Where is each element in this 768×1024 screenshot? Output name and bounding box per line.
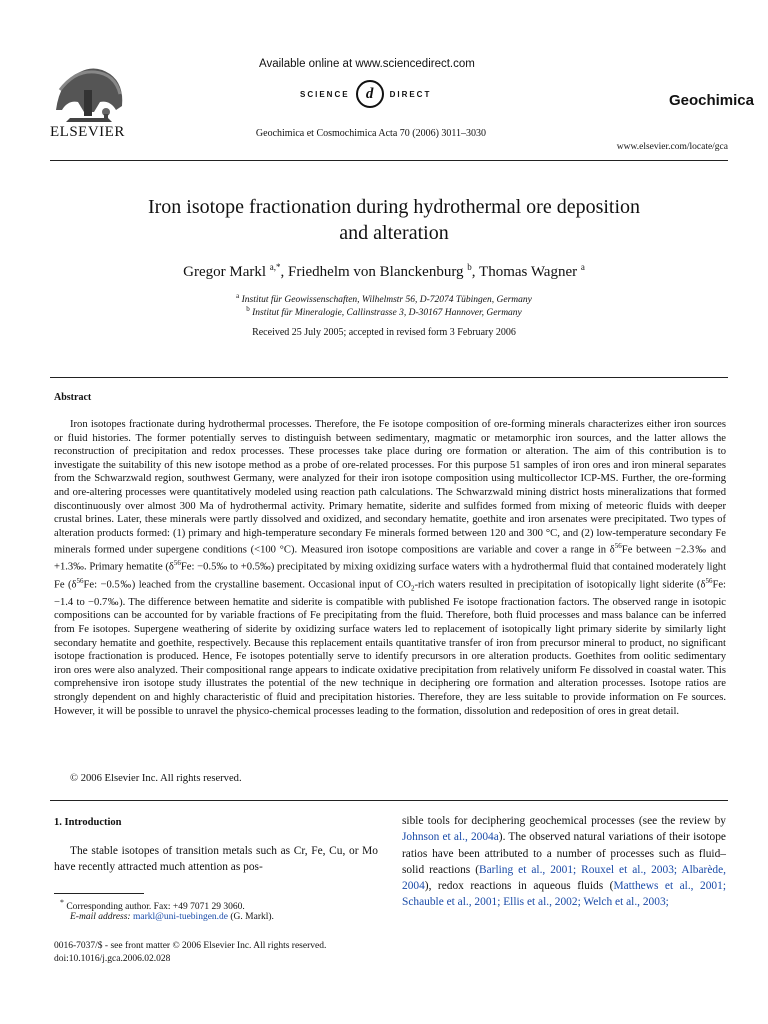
brand-right: DIRECT xyxy=(389,89,432,99)
abstract-part: Fe: −1.4 to −0.7‰). The difference between hematite and siderite is compatible with published Fe isotope fractionation factors. The observed range in isotopic compositions can be accounted for by variable fractions of Fe precipitating from the fluid. Therefore, both fluid processes and mass balance can be inferred from Fe isotopes. Supergene weathering of siderite by oxidizing surface waters led to replacement of isotopically light primary siderite by similarly light secondary hematite and goethite, respectively. Because this replacement entails quantitative transfer of iron from precursor mineral to product, no significant isotope fractionation is produced. Hence, Fe isotopes potentially serve to identify precursors in ore alteration products. Goethites from oolitic sedimentary iron ores were also analyzed. Their compositional range appears to indicate oxidative precipitation from relatively uniform Fe dissolved in coastal water. This comprehensive iron isotope study illustrates the potential of the new technique in deciphering ore formation and alteration processes. Isotope ratios are strongly dependent on and highly characteristic of fluid and precipitation histories. Therefore, they are less suitable to provide information on Fe sources. However, it will be possible to unravel the physico-chemical processes leading to the formation, dissolution and redeposition of ores in great detail. xyxy=(54,579,726,717)
received-dates: Received 25 July 2005; accepted in revised form 3 February 2006 xyxy=(252,327,516,338)
citation-link[interactable]: Johnson et al., 2004a xyxy=(402,831,499,844)
email-label: E-mail address: xyxy=(70,912,131,922)
author-sup[interactable]: a xyxy=(580,262,585,272)
email-link[interactable]: markl@uni-tuebingen.de xyxy=(132,912,228,922)
isotope-sup: 56 xyxy=(173,559,181,568)
author-name: Thomas Wagner xyxy=(479,264,578,280)
isotope-sup: 56 xyxy=(614,542,622,551)
intro-paragraph-continued xyxy=(402,813,726,911)
isotope-sup: 56 xyxy=(76,576,84,585)
abstract-text xyxy=(54,418,726,718)
author-name: Friedhelm von Blanckenburg xyxy=(288,264,464,280)
affiliation-sup: a xyxy=(236,292,240,300)
author-sup[interactable]: b xyxy=(467,262,472,272)
text-part: ), redox reactions in aqueous fluids ( xyxy=(424,880,614,893)
author-list: Gregor Markl $^{a,*}$, Friedhelm von Blanckenburg $^b$, Thomas Wagner $^a$ xyxy=(183,262,585,280)
section-heading: 1. Introduction xyxy=(54,817,122,828)
journal-citation: Geochimica et Cosmochimica Acta 70 (2006) 3011–3030 xyxy=(255,128,487,139)
abstract-copyright: © 2006 Elsevier Inc. All rights reserved. xyxy=(70,773,242,784)
issn-line: 0016-7037/$ - see front matter © 2006 Elsevier Inc. All rights reserved. xyxy=(54,941,327,951)
footnote-text: Corresponding author. Fax: +49 7071 29 3060. xyxy=(66,902,245,913)
affiliation-text: Institut für Mineralogie, Callinstrasse 3, D-30167 Hannover, Germany xyxy=(252,308,522,319)
author-sup[interactable]: a,* xyxy=(269,262,281,272)
abstract-divider xyxy=(50,800,728,801)
footnote-marker: * xyxy=(60,898,64,907)
journal-name: Geochimica xyxy=(668,92,754,109)
sciencedirect-logo xyxy=(300,80,431,108)
abstract-part: Fe between −2.3‰ and +1.3‰. Primary hematite (δ xyxy=(54,544,726,573)
citation-link[interactable]: Matthews et al., 2001; Schauble et al., 2001; Ellis et al., 2002; Welch et al., 2003; xyxy=(402,880,726,909)
available-online-link[interactable]: Available online at www.sciencedirect.com xyxy=(259,58,475,70)
title-line-2: and alteration xyxy=(339,222,449,244)
abstract-part: Iron isotopes fractionate during hydrothermal processes. Therefore, the Fe isotope composition of ore-forming minerals characterizes either iron sources or fluid histories. The former potentially serves to distinguish between sedimentary, magmatic or metamorphic iron sources, and the latter allows the reconstruction of precipitation and redox processes. These processes take place during ore formation or alteration. The aim of this contribution is to investigate the suitability of this new isotope method as a probe of ore-related processes. For this purpose 51 samples of iron ores and iron mineral separates from the Schwarzwald region, southwest Germany, were analyzed for their iron isotope composition using multicollector ICP-MS. Further, the ore-forming and ore-altering processes were quantitatively modeled using reaction path calculations. The Schwarzwald mining district hosts mineralizations that formed discontinuously over almost 300 Ma of hydrothermal activity. Primary hematite, siderite and sulfides formed from mixing of meteoric fluids with deeper crustal brines. Later, these minerals were partly dissolved and oxidized, and secondary hematite, goethite and iron arsenates were precipitated. Two types of alteration products formed: (1) primary and high-temperature secondary Fe minerals formed between 120 and 300 °C, and (2) low-temperature secondary Fe minerals formed under supergene conditions (<100 °C). Measured iron isotope compositions are variable and cover a range in δ xyxy=(54,419,726,556)
intro-paragraph: The stable isotopes of transition metals such as Cr, Fe, Cu, or Mo have recently attracted much attention as pos- xyxy=(54,845,378,874)
affiliation xyxy=(0,292,768,305)
journal-url-link[interactable]: www.elsevier.com/locate/gca xyxy=(616,142,728,152)
email-suffix: (G. Markl). xyxy=(230,912,274,922)
header-divider xyxy=(50,160,728,161)
text-part: sible tools for deciphering geochemical processes (see the review by xyxy=(402,815,726,827)
abstract-part: Fe: −0.5‰ to +0.5‰) precipitated by mixing oxidizing surface waters with a hydrothermal fluid that contained moderately light Fe (δ xyxy=(54,562,727,591)
affiliation-text: Institut für Geowissenschaften, Wilhelmstr 56, D-72074 Tübingen, Germany xyxy=(241,295,532,306)
text-part: ). The observed natural variations of their isotope ratios have been attributed to a number of processes such as fluid–solid reactions ( xyxy=(402,831,726,876)
isotope-sup: 56 xyxy=(705,576,713,585)
sciencedirect-at-icon: d xyxy=(356,80,384,108)
formula-sub: 2 xyxy=(410,584,415,593)
abstract-part: Fe: −0.5‰) leached from the crystalline basement. Occasional input of CO xyxy=(83,579,411,591)
title-line-1: Iron isotope fractionation during hydrothermal ore deposition xyxy=(147,196,641,218)
affiliation-sup: b xyxy=(246,305,250,313)
abstract-heading: Abstract xyxy=(54,392,92,403)
footnote-corresponding xyxy=(60,898,245,912)
article-title xyxy=(60,194,728,246)
footnote-email xyxy=(70,912,274,922)
title-divider xyxy=(50,377,728,378)
footnote-divider xyxy=(54,893,144,894)
doi-link[interactable]: doi:10.1016/j.gca.2006.02.028 xyxy=(54,954,171,964)
brand-left: SCIENCE xyxy=(300,89,350,99)
affiliation xyxy=(0,305,768,318)
author-name: Gregor Markl xyxy=(183,264,267,280)
publisher-name: ELSEVIER xyxy=(50,124,125,140)
abstract-part: -rich waters resulted in precipitation of isotopically light siderite (δ xyxy=(414,579,706,591)
citation-link[interactable]: Barling et al., 2001; Rouxel et al., 2003; Albarède, 2004 xyxy=(402,863,726,893)
